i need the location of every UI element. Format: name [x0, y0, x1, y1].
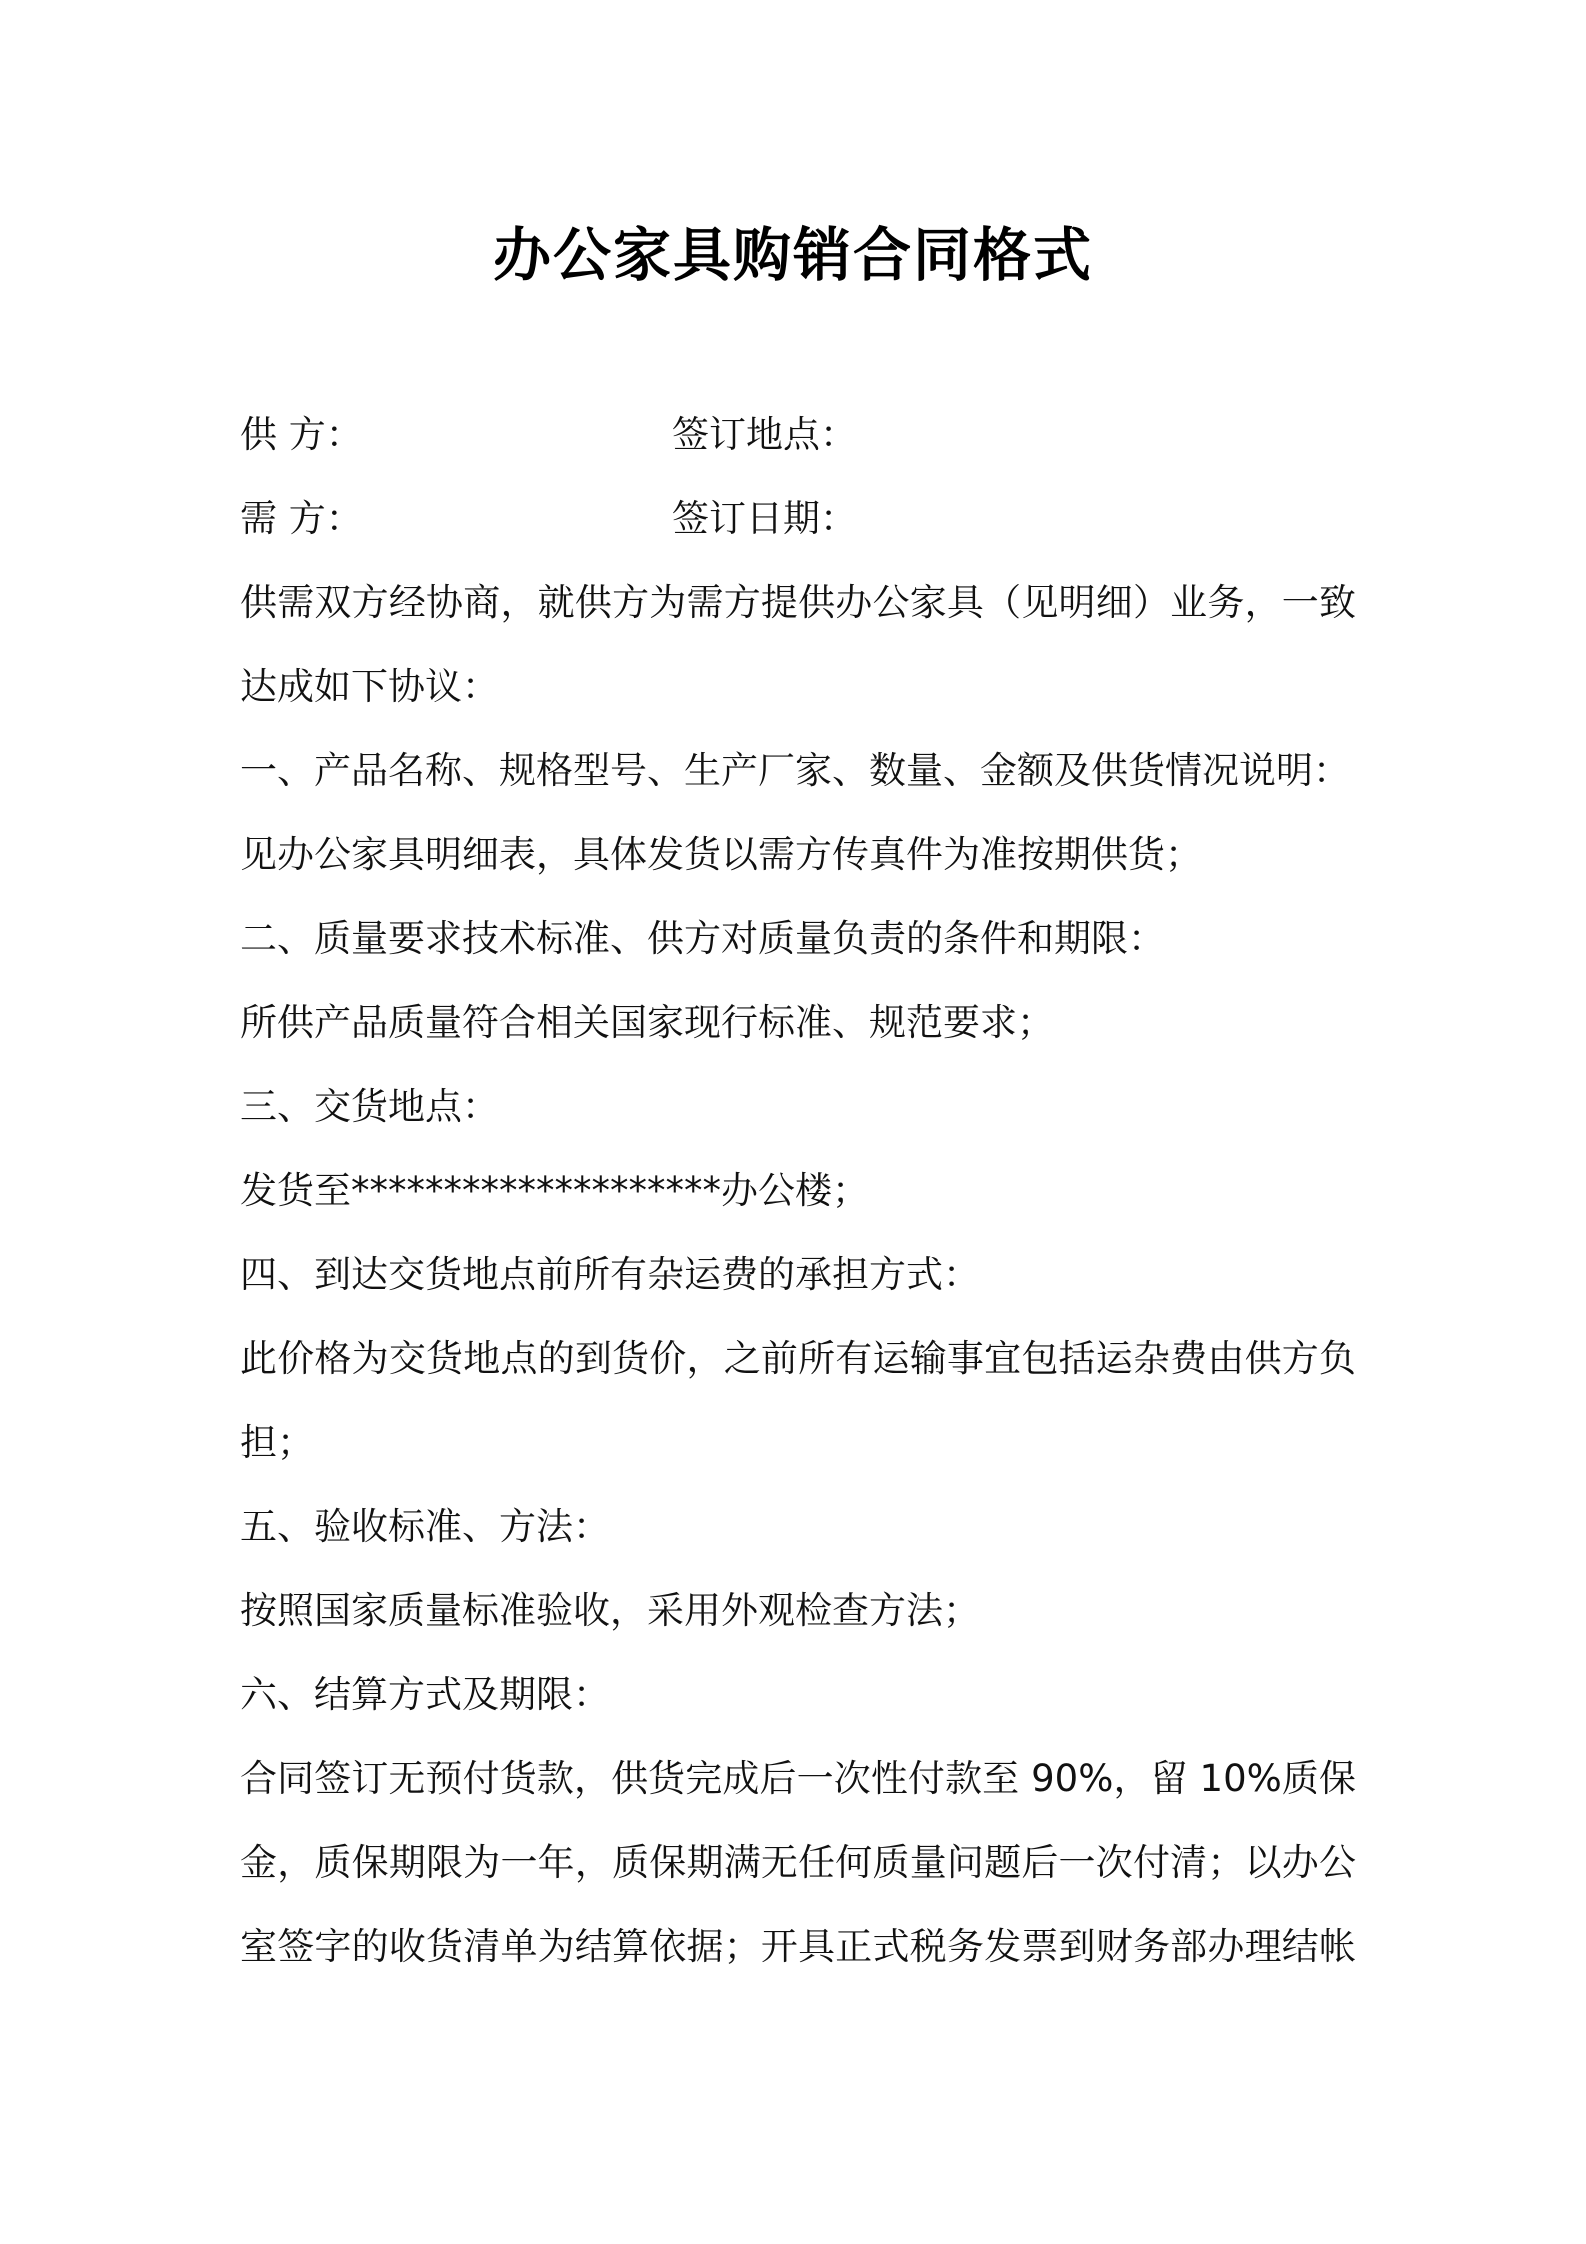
section-6-body-line-2: 金，质保期限为一年，质保期满无任何质量问题后一次付清；以办公	[240, 1841, 1356, 1884]
sign-place-label: 签订地点：	[672, 413, 857, 456]
section-5-body: 按照国家质量标准验收，采用外观检查方法；	[240, 1589, 980, 1632]
section-1-body: 见办公家具明细表，具体发货以需方传真件为准按期供货；	[240, 833, 1202, 876]
section-4-body-line-1: 此价格为交货地点的到货价，之前所有运输事宜包括运杂费由供方负	[240, 1337, 1356, 1380]
section-2-heading: 二、质量要求技术标准、供方对质量负责的条件和期限：	[240, 917, 1165, 960]
supplier-label: 供 方：	[240, 413, 363, 456]
sign-date-label: 签订日期：	[672, 497, 857, 540]
section-6-body-line-1: 合同签订无预付货款，供货完成后一次性付款至 90%，留 10%质保	[240, 1757, 1356, 1800]
section-6-heading: 六、结算方式及期限：	[240, 1673, 610, 1716]
intro-line-2: 达成如下协议：	[240, 665, 499, 708]
section-3-body: 发货至********************办公楼；	[240, 1169, 869, 1212]
document-title: 办公家具购销合同格式	[492, 221, 1093, 289]
section-1-heading: 一、产品名称、规格型号、生产厂家、数量、金额及供货情况说明：	[240, 749, 1350, 792]
section-3-heading: 三、交货地点：	[240, 1085, 499, 1128]
section-5-heading: 五、验收标准、方法：	[240, 1505, 610, 1548]
section-6-body-line-3: 室签字的收货清单为结算依据；开具正式税务发票到财务部办理结帐	[240, 1925, 1356, 1968]
section-4-heading: 四、到达交货地点前所有杂运费的承担方式：	[240, 1253, 980, 1296]
section-4-body-line-2: 担；	[240, 1421, 314, 1464]
buyer-label: 需 方：	[240, 497, 363, 540]
intro-line-1: 供需双方经协商，就供方为需方提供办公家具（见明细）业务，一致	[240, 581, 1356, 624]
section-2-body: 所供产品质量符合相关国家现行标准、规范要求；	[240, 1001, 1054, 1044]
